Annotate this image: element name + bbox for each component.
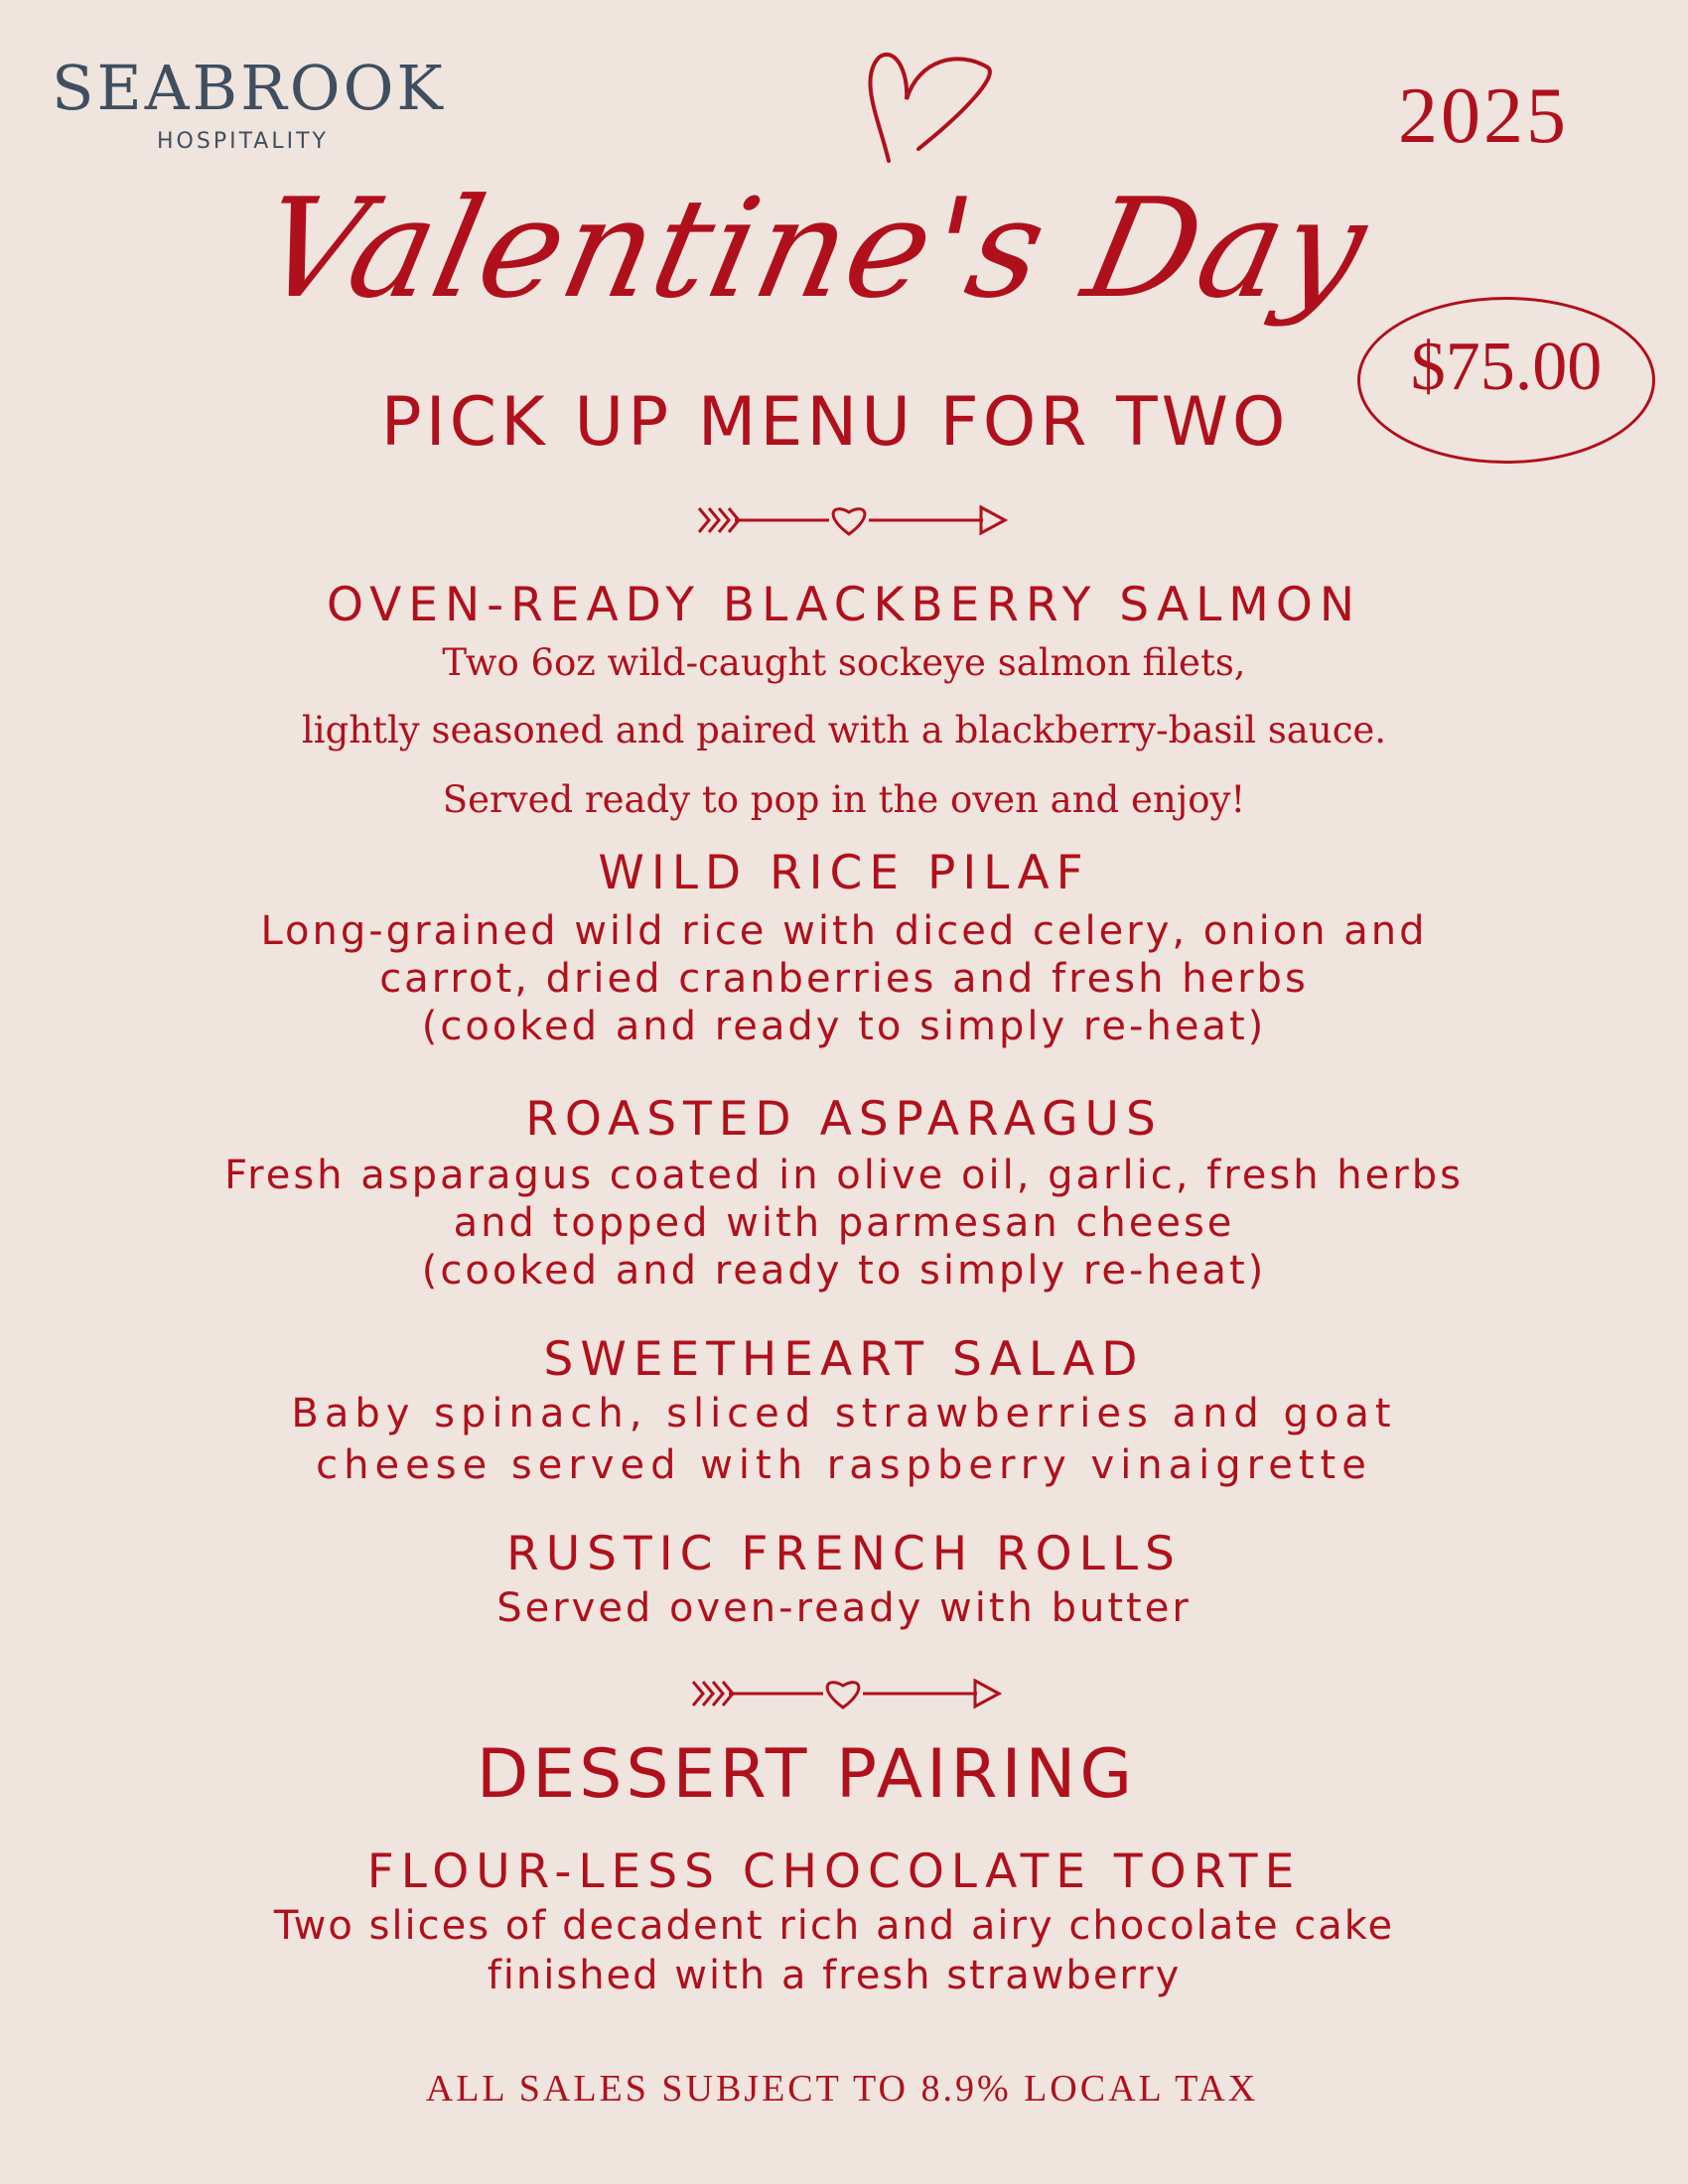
menu-item-salmon-title: OVEN-READY BLACKBERRY SALMON	[326, 578, 1362, 632]
menu-item-asparagus-desc-1: Fresh asparagus coated in olive oil, garlic, fresh herbs	[224, 1153, 1464, 1198]
menu-item-salad-desc-2: cheese served with raspberry vinaigrette	[316, 1442, 1372, 1488]
dessert-item-title: FLOUR-LESS CHOCOLATE TORTE	[366, 1844, 1302, 1899]
menu-item-pilaf-desc-2: carrot, dried cranberries and fresh herbs	[379, 956, 1309, 1002]
heart-icon	[849, 40, 1028, 169]
menu-item-salmon-desc-2: lightly seasoned and paired with a blackberry-basil sauce.	[301, 709, 1387, 751]
menu-item-rolls-title: RUSTIC FRENCH ROLLS	[506, 1527, 1182, 1581]
dessert-item-desc-2: finished with a fresh strawberry	[487, 1953, 1182, 1998]
menu-subtitle: PICK UP MENU FOR TWO	[380, 383, 1290, 462]
page-title: Valentine's Day	[247, 169, 1381, 329]
menu-item-pilaf-desc-1: Long-grained wild rice with diced celery, onion and	[260, 908, 1428, 954]
menu-item-asparagus-desc-3: (cooked and ready to simply re-heat)	[421, 1248, 1267, 1294]
menu-item-pilaf-title: WILD RICE PILAF	[598, 846, 1090, 900]
arrow-heart-icon	[689, 1672, 1002, 1715]
tax-note: ALL SALES SUBJECT TO 8.9% LOCAL TAX	[425, 2068, 1259, 2110]
dessert-heading: DESSERT PAIRING	[476, 1735, 1137, 1814]
brand-logo: SEABROOK	[52, 52, 446, 124]
menu-item-salmon-desc-1: Two 6oz wild-caught sockeye salmon filets,	[442, 641, 1246, 684]
menu-item-salmon-desc-3: Served ready to pop in the oven and enjoy!	[442, 778, 1246, 821]
menu-item-salad-desc-1: Baby spinach, sliced strawberries and goat	[291, 1391, 1397, 1436]
arrow-heart-icon	[695, 498, 1008, 542]
menu-item-rolls-desc-1: Served oven-ready with butter	[496, 1585, 1192, 1631]
brand-tagline: HOSPITALITY	[157, 129, 329, 154]
year: 2025	[1398, 72, 1569, 160]
dessert-item-desc-1: Two slices of decadent rich and airy chocolate cake	[273, 1903, 1395, 1949]
menu-item-asparagus-desc-2: and topped with parmesan cheese	[453, 1200, 1235, 1246]
menu-item-asparagus-title: ROASTED ASPARAGUS	[525, 1092, 1163, 1147]
menu-item-salad-title: SWEETHEART SALAD	[543, 1332, 1145, 1387]
menu-item-pilaf-desc-3: (cooked and ready to simply re-heat)	[421, 1004, 1267, 1049]
price: $75.00	[1410, 329, 1603, 405]
